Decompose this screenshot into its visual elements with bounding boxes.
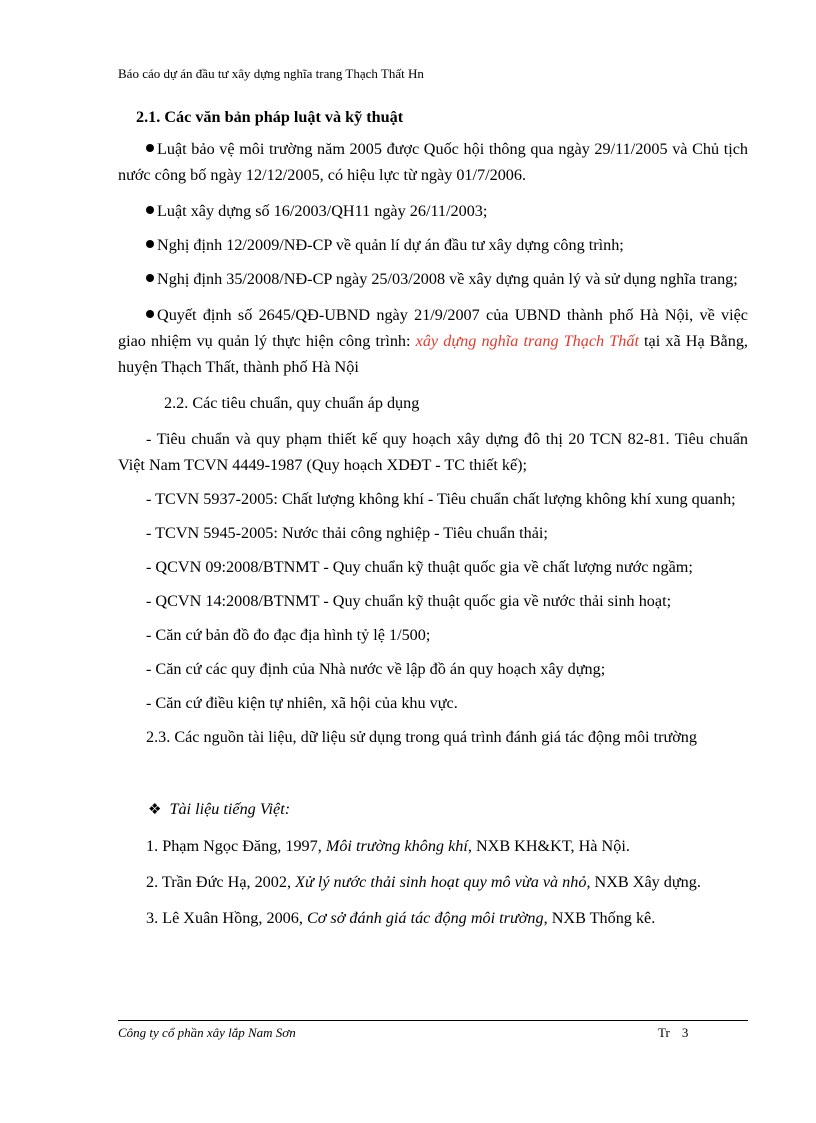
page-number: Tr 3 — [658, 1025, 689, 1040]
standard-item: - Căn cứ bản đồ đo đạc địa hình tỷ lệ 1/500; — [146, 626, 431, 644]
legal-item: Luật bảo vệ môi trường năm 2005 được Quốc hội thông qua ngày 29/11/2005 và Chủ tịch nước công bố ngày 12/12/2005, có hiệu lực từ ngày 01/7/2006. — [118, 140, 748, 184]
standard-item: - TCVN 5937-2005: Chất lượng không khí - Tiêu chuẩn chất lượng không khí xung quanh; — [146, 490, 736, 508]
references-label: ❖ Tài liệu tiếng Việt: — [148, 800, 291, 818]
reference-item: 3. Lê Xuân Hồng, 2006, Cơ sở đánh giá tác động môi trường, NXB Thống kê. — [146, 909, 656, 927]
bullet-icon — [146, 240, 154, 248]
project-name-highlight: xây dựng nghĩa trang Thạch Thất — [415, 332, 639, 350]
standard-item: - Tiêu chuẩn và quy phạm thiết kế quy hoạch xây dựng đô thị 20 TCN 82-81. Tiêu chuẩn Việt Nam TCVN 4449-1987 (Quy hoạch XDĐT - TC thiết kế); — [118, 430, 748, 474]
legal-item: Luật xây dựng số 16/2003/QH11 ngày 26/11/2003; — [118, 198, 748, 224]
diamond-bullet-icon: ❖ — [148, 802, 162, 818]
reference-title: Cơ sở đánh giá tác động môi trường — [306, 909, 544, 927]
reference-title: Môi trường không khí — [325, 837, 468, 855]
standard-item: - QCVN 14:2008/BTNMT - Quy chuẩn kỹ thuật quốc gia về nước thải sinh hoạt; — [146, 592, 672, 610]
bullet-icon — [146, 206, 154, 214]
reference-title: Xử lý nước thải sinh hoạt quy mô vừa và nhỏ — [295, 873, 587, 891]
standard-item: - TCVN 5945-2005: Nước thải công nghiệp - Tiêu chuẩn thải; — [146, 524, 548, 542]
footer-company: Công ty cổ phần xây lắp Nam Sơn — [118, 1025, 296, 1040]
legal-item: Quyết định số 2645/QĐ-UBND ngày 21/9/2007 của UBND thành phố Hà Nội, về việc giao nhiệm vụ quản lý thực hiện công trình: xây dựng nghĩa trang Thạch Thất tại xã Hạ Bằng, huyện Thạch Thất, thành phố Hà Nội — [118, 306, 748, 376]
bullet-icon — [146, 144, 154, 152]
reference-item: 2. Trần Đức Hạ, 2002, Xử lý nước thải sinh hoạt quy mô vừa và nhỏ, NXB Xây dựng. — [146, 873, 701, 891]
bullet-icon — [146, 310, 154, 318]
standard-item: - Căn cứ các quy định của Nhà nước về lập đồ án quy hoạch xây dựng; — [146, 660, 606, 678]
standard-item: - Căn cứ điều kiện tự nhiên, xã hội của khu vực. — [146, 694, 458, 712]
legal-item: Nghị định 35/2008/NĐ-CP ngày 25/03/2008 về xây dựng quản lý và sử dụng nghĩa trang; — [118, 266, 748, 292]
footer-divider — [118, 1020, 748, 1021]
page-header: Báo cáo dự án đầu tư xây dựng nghĩa trang Thạch Thất Hn — [118, 66, 424, 81]
section-heading-2-2: 2.2. Các tiêu chuẩn, quy chuẩn áp dụng — [164, 394, 420, 412]
document-body — [118, 104, 748, 941]
bullet-icon — [146, 274, 154, 282]
standard-item: - QCVN 09:2008/BTNMT - Quy chuẩn kỹ thuật quốc gia về chất lượng nước ngầm; — [146, 558, 693, 576]
legal-item: Nghị định 12/2009/NĐ-CP về quản lí dự án đầu tư xây dựng công trình; — [118, 232, 748, 258]
reference-item: 1. Phạm Ngọc Đăng, 1997, Môi trường không khí, NXB KH&KT, Hà Nội. — [146, 837, 630, 855]
section-heading-2-1: 2.1. Các văn bản pháp luật và kỹ thuật — [136, 108, 404, 126]
section-heading-2-3: 2.3. Các nguồn tài liệu, dữ liệu sử dụng trong quá trình đánh giá tác động môi trường — [146, 728, 697, 746]
